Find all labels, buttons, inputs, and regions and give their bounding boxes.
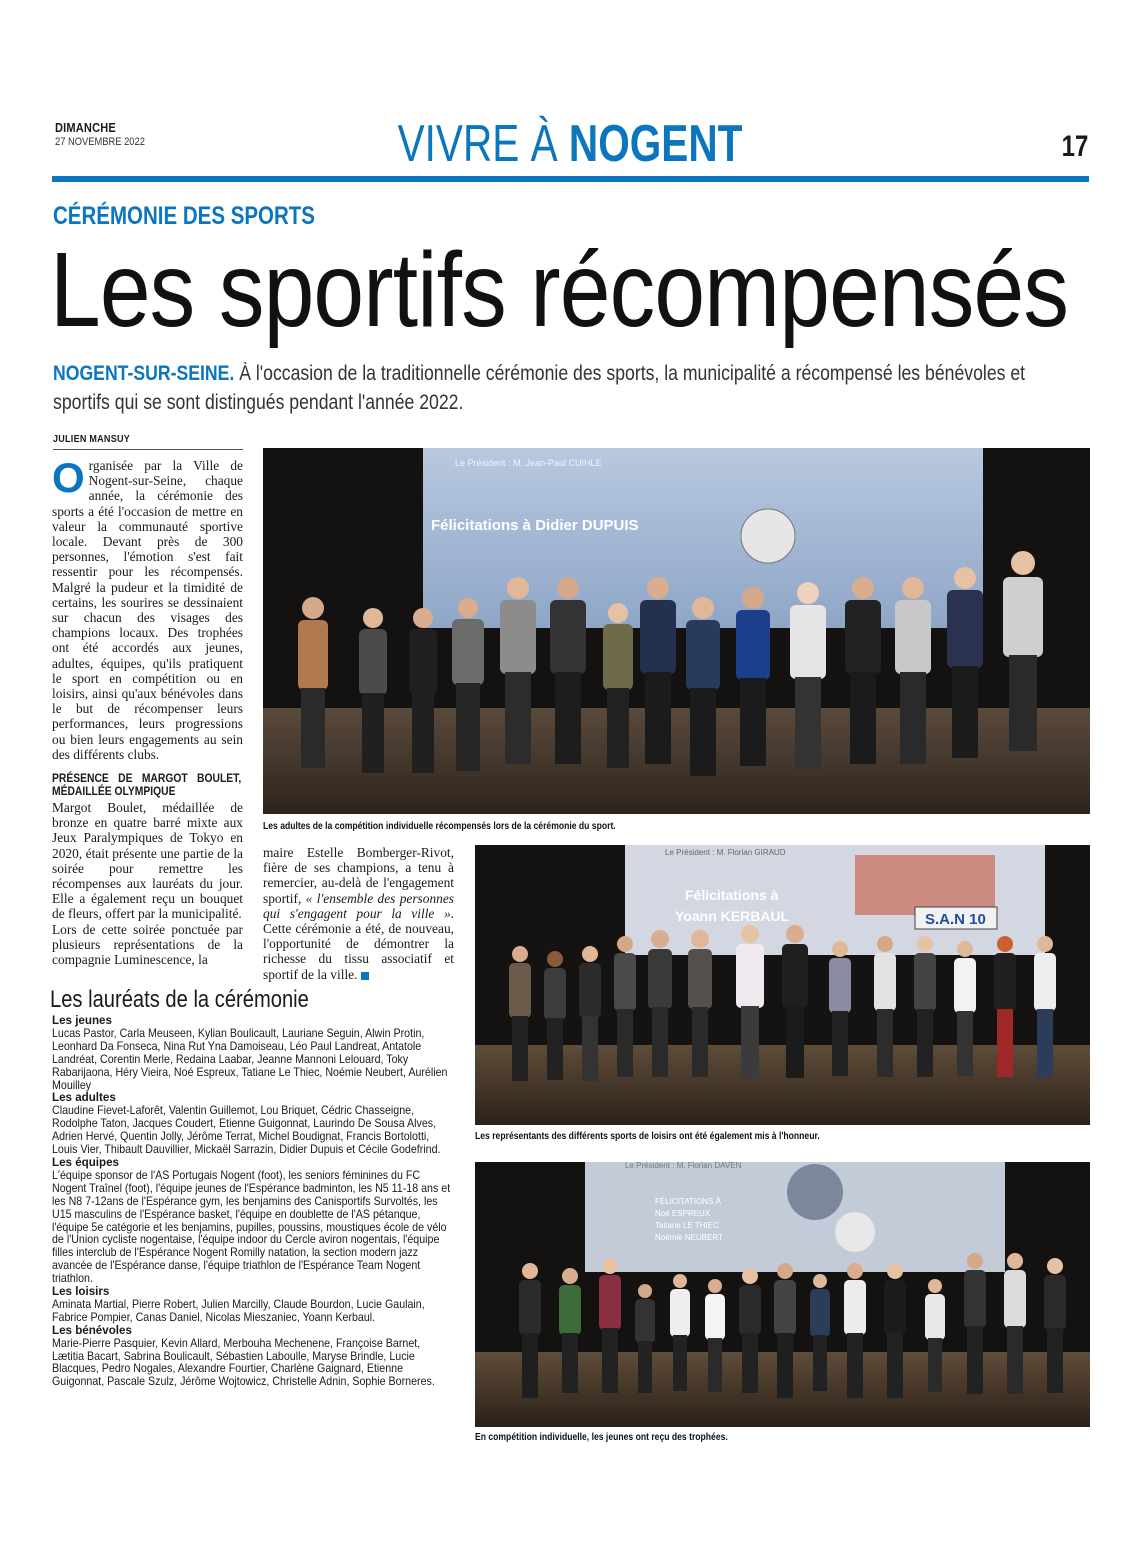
article-column-1 [52,454,243,968]
category-names: Claudine Fievet-Laforêt, Valentin Guillemot, Lou Briquet, Cédric Chasseigne, Rodolphe Taton, Jacques Coudert, Etienne Guigonnat, Laurindo De Sousa Alves, Adrien Hervé, Quentin Jolly, Jérôme Terrat, Michel Boudignat, Francis Bortolotti, Louis Vier, Thibault Dauvillier, Mickaël Sarrazin, Didier Dupuis et Cécile Godefrind. [52,1104,441,1157]
article-subhead: PRÉSENCE DE MARGOT BOULET, MÉDAILLÉE OLYMPIQUE [52,771,242,799]
photo-1-caption: Les adultes de la compétition individuelle récompensés lors de la cérémonie du sport. [263,821,616,832]
photo-3-caption: En compétition individuelle, les jeunes ont reçu des trophées. [475,1432,728,1443]
section-title [359,112,780,176]
photo-youth-image [475,1162,1090,1427]
category-names: Marie-Pierre Pasquier, Kevin Allard, Merbouha Mechenene, Françoise Barnet, Lætitia Bacart, Sabrina Boulicault, Sébastien Laboulle, Maryse Brindle, Lucie Blacques, Pedro Nogales, Alexandre Fourtier, Charlène Gaignard, Etienne Guigonnat, Pascale Szulz, Jérôme Wojtowicz, Christelle Adnin, Sophie Borneres. [52,1336,435,1389]
photo-3-banner-line4: Noémie NEUBERT [655,1233,723,1242]
photo-2-banner-line1: Félicitations à [685,887,779,903]
photo-1-banner-top: Le Président : M. Jean-Paul CUIHLE [455,458,602,468]
laureates-category-benevoles [52,1325,452,1390]
byline-rule [53,449,243,450]
photo-1-banner: Félicitations à Didier DUPUIS [431,517,639,534]
section-title-light: VIVRE À [397,115,569,173]
category-names: Lucas Pastor, Carla Meuseen, Kylian Boulicault, Lauriane Seguin, Alwin Protin, Leonhard Da Fonseca, Nina Rut Yna Damoiseau, Léo Paul Landreat, Antatole Landréat, Corentin Merle, Redaina Laabar, Jeanne Mannoni Lelouard, Toky Rabarijaona, Héry Vieira, Noé Espreux, Tatiane Le Thiec, Noémie Neubert, Aurélien Mouilley [52,1026,448,1092]
category-name: Les bénévoles [52,1323,132,1337]
end-of-article-mark [361,972,369,980]
header-rule [52,176,1089,182]
maire-quote: « l'ensemble des personnes qui s'engagent pour la ville » [263,890,455,921]
photo-2-caption: Les représentants des différents sports de loisirs ont été également mis à l'honneur. [475,1131,820,1142]
photo-leisure-image [475,845,1090,1125]
category-name: Les loisirs [52,1285,110,1299]
article-headline: Les sportifs récompensés [50,231,1069,349]
laureates-category-equipes [52,1157,452,1286]
photo-2-banner-top: Le Président : M. Florian GIRAUD [665,848,786,857]
article-kicker: CÉRÉMONIE DES SPORTS [53,202,315,230]
photo-3-banner-line3: Tatiane LE THIEC [655,1221,719,1230]
laureates-category-loisirs [52,1286,452,1325]
page-number: 17 [1061,130,1088,163]
photo-2-sign: S.A.N 10 [925,911,986,928]
club-emblem [741,509,795,563]
paragraph-intro: rganisée par la Ville de Nogent-sur-Seine, chaque année, la cérémonie des sports a été l'occasion de mettre en valeur la communauté sportive locale. Devant près de 300 personnes, l'émotion s'est fait ressentir pour les récompensés. Malgré la pudeur et la timidité de certains, les sourires se dessinaient sur chacun des visages des champions locaux. Des trophées ont été accordés aux jeunes, adultes, équipes, qu'ils pratiquent le sport en compétition ou en loisirs, ainsi qu'aux bénévoles dans le but de récompenser leurs performances, leurs progressions ou bien leurs engagements au sein des différents clubs. [52,458,243,762]
photo-2-banner-line2: Yoann KERBAUL [675,908,790,924]
laureates-title: Les lauréats de la cérémonie [50,986,309,1013]
section-title-bold: NOGENT [568,115,743,173]
paragraph-soiree: Lors de cette soirée ponctuée par plusieurs représentations de la compagnie Luminescence, la [52,921,243,968]
paragraph-maire [263,845,454,982]
category-names: L'équipe sponsor de l'AS Portugais Nogent (foot), les seniors féminines du FC Nogent Traînel (foot), l'équipe jeunes de l'Espérance badminton, les N5 11-18 ans et les N8 7-12ans de l'Espérance gym, les benjamins des Canisportifs Survoltés, les U15 masculins de l'Espérance basket, l'équipe en doublette de l'AS pétanque, l'équipe 5e catégorie et les benjamins, pupilles, poussins, moustiques école de vélo de l'Union cycliste nogentaise, l'équipe indoor du Cercle aviron nogentais, l'équipe filles interclub de l'Espérance Nogent Romilly natation, la section modern jazz avancée de l'Espérance danse, l'équipe triathlon de l'Espérance Team Nogent triathlon. [52,1168,451,1286]
maire-text-end: . Cette cérémonie a été, de nouveau, l'opportunité de démontrer la richesse du tissu associatif et sportif de la ville. [263,905,454,982]
lead-text: À l'occasion de la traditionnelle cérémonie des sports, la municipalité a récompensé les bénévoles et sportifs qui se sont distingués pendant l'année 2022. [53,362,1026,414]
photo-3-banner-top: Le Président : M. Florian DAVEN [625,1162,742,1170]
byline: JULIEN MANSUY [53,434,131,445]
category-name: Les adultes [52,1091,116,1105]
category-name: Les équipes [52,1155,120,1169]
category-names: Aminata Martial, Pierre Robert, Julien Marcilly, Claude Bourdon, Lucie Gaulain, Fabrice Pompier, Canas Daniel, Nicolas Mieszaniec, Yoann Kerbaul. [52,1297,425,1324]
photo-adults [263,448,1090,814]
laureates-category-jeunes [52,1015,452,1092]
edition-day: DIMANCHE [55,120,116,135]
photo-leisure [475,845,1090,1125]
laureates-list [52,1015,452,1389]
article-column-2 [263,845,454,982]
photo-youth [475,1162,1090,1427]
photo-3-banner-line2: Noé ESPREUX [655,1209,711,1218]
photo-adults-image [263,448,1090,814]
photo-3-banner-line1: FÉLICITATIONS À [655,1197,721,1206]
laureates-category-adultes [52,1092,452,1157]
category-name: Les jeunes [52,1014,112,1027]
paragraph-margot: Margot Boulet, médaillée de bronze en quatre barré mixte aux Jeux Paralympiques de Tokyo en 2020, était présente une partie de la soirée pour remettre les récompenses aux lauréats du jour. Elle a également reçu un bouquet de fleurs, offert par la municipalité. [52,800,243,922]
drop-cap: O [52,454,85,501]
edition-date: 27 NOVEMBRE 2022 [55,136,145,148]
article-lead [53,359,1044,417]
maire-text: maire Estelle Bomberger-Rivot, fière de ses champions, a tenu à remercier, au-delà de l'engagement sportif, [263,845,454,906]
lead-place: NOGENT-SUR-SEINE. [53,362,235,385]
